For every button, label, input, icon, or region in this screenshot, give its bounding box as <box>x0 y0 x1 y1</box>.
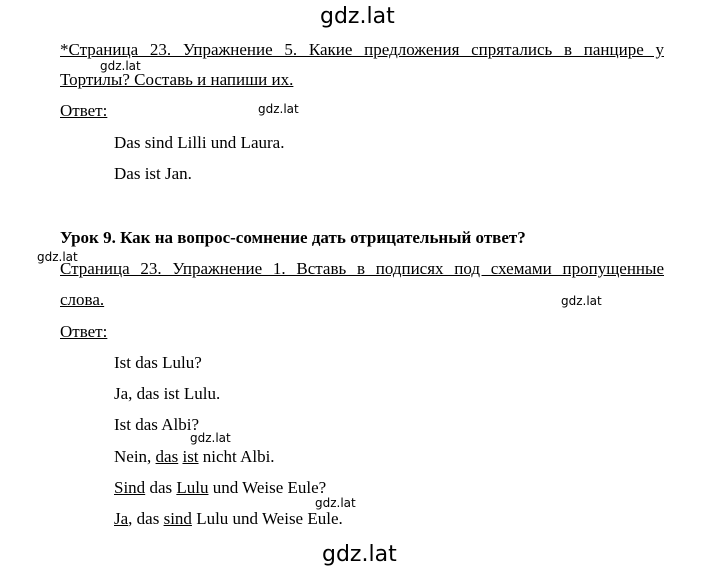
watermark: gdz.lat <box>315 496 356 510</box>
watermark: gdz.lat <box>258 102 299 116</box>
watermark: gdz.lat <box>190 431 231 445</box>
text-fragment: Lulu und Weise Eule. <box>191 509 343 528</box>
inserted-word: sind <box>163 509 192 528</box>
text-fragment: , das <box>128 509 164 528</box>
answer-line: Das sind Lilli und Laura. <box>114 133 285 152</box>
inserted-word: ist <box>182 447 199 466</box>
watermark: gdz.lat <box>37 250 78 264</box>
answer-line <box>114 509 343 529</box>
watermark: gdz.lat <box>100 59 141 73</box>
task-text: Страница 23. Упражнение 1. Вставь в подписях под схемами пропущенные <box>60 259 664 278</box>
text-fragment: nicht Albi. <box>198 447 275 466</box>
text-fragment: Nein, <box>114 447 156 466</box>
inserted-word: Sind <box>114 478 146 497</box>
inserted-word: Ja <box>114 509 129 528</box>
answer-line <box>114 447 275 467</box>
inserted-word: das <box>155 447 179 466</box>
answer-label: Ответ: <box>60 322 108 341</box>
lesson-heading: Урок 9. Как на вопрос-сомнение дать отрицательный ответ? <box>60 228 526 247</box>
text-fragment: und Weise Eule? <box>208 478 327 497</box>
watermark-top: gdz.lat <box>320 4 395 29</box>
answer-line: Das ist Jan. <box>114 164 192 183</box>
answer-line: Ja, das ist Lulu. <box>114 384 221 403</box>
answer-line <box>114 478 326 498</box>
answer-label: Ответ: <box>60 101 108 120</box>
text-fragment: das <box>145 478 177 497</box>
answer-line: Ist das Albi? <box>114 415 199 434</box>
task-text: слова. <box>60 290 105 309</box>
task-text: *Страница 23. Упражнение 5. Какие предложения спрятались в панцире у <box>60 40 664 59</box>
task-text: Тортилы? Составь и напиши их. <box>60 70 294 89</box>
inserted-word: Lulu <box>176 478 209 497</box>
watermark: gdz.lat <box>561 294 602 308</box>
answer-line: Ist das Lulu? <box>114 353 202 372</box>
watermark-bottom: gdz.lat <box>322 542 397 567</box>
